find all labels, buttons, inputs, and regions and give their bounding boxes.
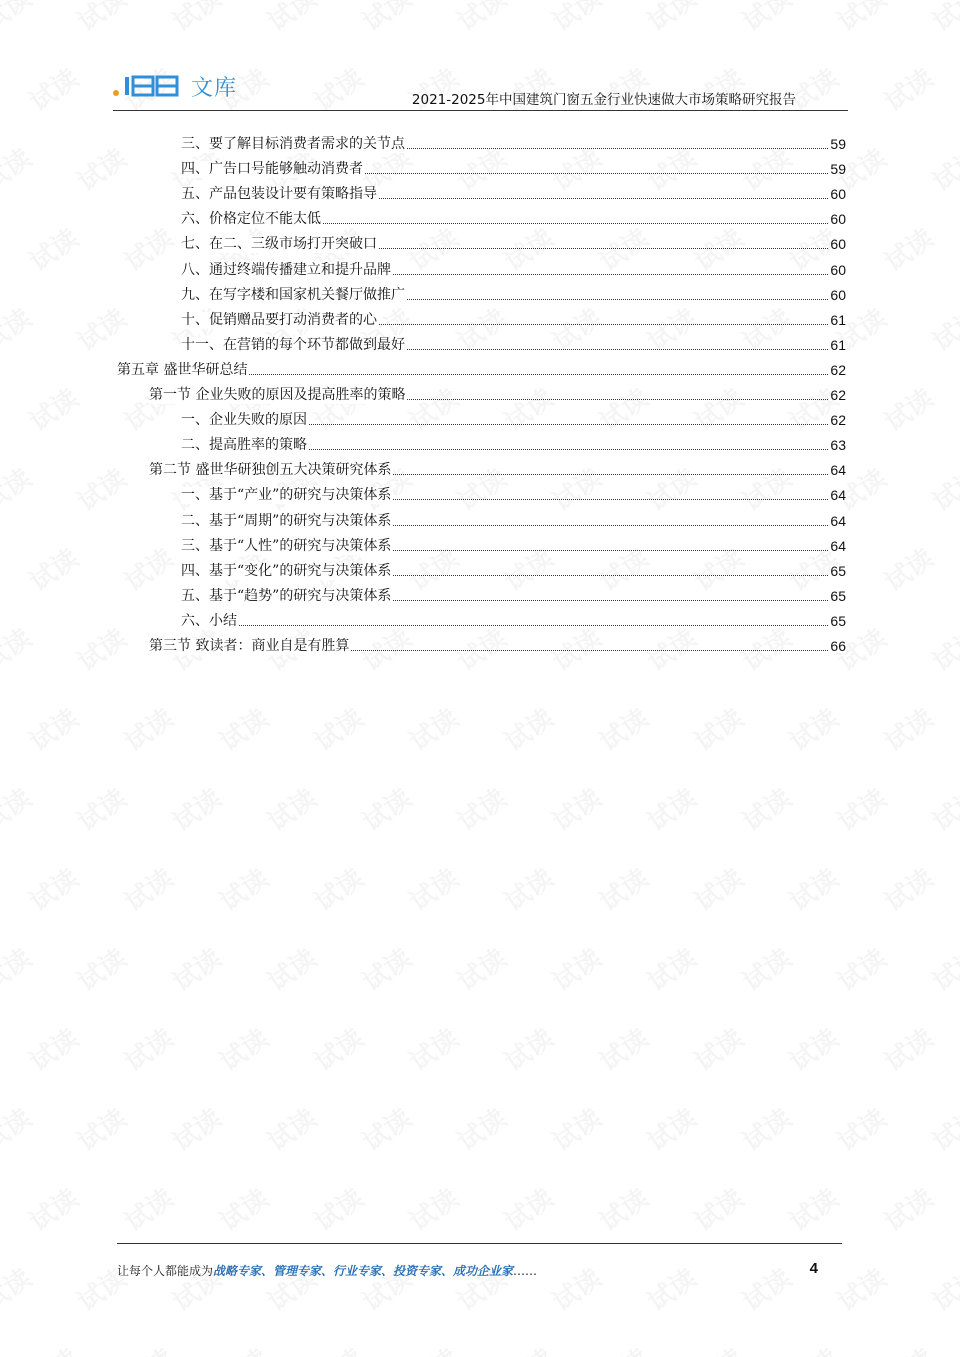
watermark-text xyxy=(306,1338,370,1357)
toc-entry[interactable] xyxy=(117,354,846,379)
watermark-text xyxy=(876,218,940,278)
toc-entry-label: 五、基于“趋势”的研究与决策体系 xyxy=(181,587,392,604)
watermark-text xyxy=(829,1098,893,1158)
slogan-prefix: 让每个人都能成为 xyxy=(117,1264,214,1278)
toc-leader-dots xyxy=(309,423,828,425)
watermark-text xyxy=(876,1018,940,1078)
watermark-text xyxy=(591,698,655,758)
watermark-text xyxy=(21,538,85,598)
toc-entry-label: 二、提高胜率的策略 xyxy=(181,437,307,454)
watermark-text xyxy=(21,218,85,278)
watermark-text xyxy=(876,378,940,438)
watermark-text xyxy=(924,618,960,678)
toc-entry-label: 五、产品包装设计要有策略指导 xyxy=(181,186,377,203)
toc-entry[interactable] xyxy=(117,329,846,354)
watermark-text xyxy=(639,0,703,39)
watermark-text xyxy=(21,1338,85,1357)
watermark-text xyxy=(829,778,893,838)
toc-entry-label: 三、基于“人性”的研究与决策体系 xyxy=(181,537,392,554)
watermark-text xyxy=(639,938,703,998)
toc-entry-page: 61 xyxy=(830,336,846,353)
toc-entry-label: 八、通过终端传播建立和提升品牌 xyxy=(181,261,391,278)
toc-entry-page: 64 xyxy=(830,487,846,504)
toc-entry-page: 65 xyxy=(830,587,846,604)
watermark-text xyxy=(591,1338,655,1357)
toc-entry-label: 第二节 盛世华研独创五大决策研究体系 xyxy=(149,462,392,479)
toc-entry-label: 十一、在营销的每个环节都做到最好 xyxy=(181,336,405,353)
watermark-text xyxy=(0,778,38,838)
toc-entry-label: 六、价格定位不能太低 xyxy=(181,211,321,228)
watermark-text xyxy=(211,1178,275,1238)
toc-entry-page: 60 xyxy=(830,186,846,203)
toc-entry[interactable] xyxy=(117,555,846,580)
toc-entry[interactable] xyxy=(117,228,846,253)
slogan-suffix: …… xyxy=(513,1264,538,1278)
toc-entry-page: 62 xyxy=(830,412,846,429)
watermark-text xyxy=(21,1018,85,1078)
toc-entry[interactable] xyxy=(117,304,846,329)
page-footer xyxy=(117,1243,842,1284)
logo-text: 文库 xyxy=(191,75,238,101)
table-of-contents xyxy=(117,128,846,655)
watermark-text xyxy=(876,698,940,758)
watermark-text xyxy=(259,0,323,39)
watermark-text xyxy=(306,1018,370,1078)
watermark-text xyxy=(686,1018,750,1078)
watermark-text xyxy=(116,698,180,758)
toc-leader-dots xyxy=(379,247,828,249)
toc-entry[interactable] xyxy=(117,580,846,605)
watermark-text xyxy=(639,1098,703,1158)
watermark-text xyxy=(21,698,85,758)
toc-leader-dots xyxy=(393,524,828,526)
toc-leader-dots xyxy=(379,323,828,325)
watermark-text xyxy=(69,0,133,39)
watermark-text xyxy=(259,1098,323,1158)
toc-entry-label: 九、在写字楼和国家机关餐厅做推广 xyxy=(181,286,405,303)
logo xyxy=(113,70,237,102)
watermark-text xyxy=(164,0,228,39)
watermark-text xyxy=(686,1338,750,1357)
watermark-text xyxy=(734,938,798,998)
watermark-text xyxy=(591,1018,655,1078)
watermark-text xyxy=(354,778,418,838)
toc-entry[interactable] xyxy=(117,479,846,504)
watermark-text xyxy=(401,1178,465,1238)
watermark-text xyxy=(211,1338,275,1357)
report-title: 2021-2025年中国建筑门窗五金行业快速做大市场策略研究报告 xyxy=(411,92,796,108)
watermark-text xyxy=(0,1098,38,1158)
watermark-text xyxy=(876,1178,940,1238)
toc-entry-label: 二、基于“周期”的研究与决策体系 xyxy=(181,512,392,529)
watermark-text xyxy=(734,1098,798,1158)
watermark-text xyxy=(496,858,560,918)
watermark-text xyxy=(544,1098,608,1158)
watermark-text xyxy=(116,1018,180,1078)
watermark-text xyxy=(924,138,960,198)
watermark-text xyxy=(496,698,560,758)
footer-slogan xyxy=(117,1262,537,1279)
toc-leader-dots xyxy=(393,473,828,475)
toc-leader-dots xyxy=(379,197,828,199)
watermark-text xyxy=(211,1018,275,1078)
watermark-text xyxy=(686,698,750,758)
toc-entry[interactable] xyxy=(117,153,846,178)
toc-leader-dots xyxy=(393,549,828,551)
watermark-text xyxy=(829,0,893,39)
watermark-text xyxy=(0,938,38,998)
watermark-text xyxy=(449,1098,513,1158)
watermark-text xyxy=(924,1098,960,1158)
watermark-text xyxy=(21,1178,85,1238)
toc-leader-dots xyxy=(407,348,828,350)
watermark-text xyxy=(0,618,38,678)
toc-entry-page: 59 xyxy=(830,136,846,153)
toc-entry[interactable] xyxy=(117,128,846,153)
toc-entry-label: 一、基于“产业”的研究与决策体系 xyxy=(181,487,392,504)
watermark-text xyxy=(116,858,180,918)
watermark-text xyxy=(401,858,465,918)
watermark-text xyxy=(306,858,370,918)
watermark-text xyxy=(401,1018,465,1078)
watermark-text xyxy=(449,938,513,998)
toc-leader-dots xyxy=(407,298,828,300)
watermark-text xyxy=(164,938,228,998)
watermark-text xyxy=(781,698,845,758)
page-number: 4 xyxy=(809,1260,818,1277)
toc-entry-label: 十、促销赠品要打动消费者的心 xyxy=(181,311,377,328)
toc-entry-page: 61 xyxy=(830,311,846,328)
watermark-text xyxy=(734,0,798,39)
watermark-text xyxy=(116,1178,180,1238)
toc-entry-page: 60 xyxy=(830,286,846,303)
toc-entry-page: 59 xyxy=(830,161,846,178)
watermark-text xyxy=(116,1338,180,1357)
toc-leader-dots xyxy=(249,373,828,375)
toc-entry-page: 60 xyxy=(830,211,846,228)
watermark-text xyxy=(924,778,960,838)
toc-entry[interactable] xyxy=(117,630,846,655)
watermark-text xyxy=(876,1338,940,1357)
toc-entry[interactable] xyxy=(117,454,846,479)
watermark-text xyxy=(781,858,845,918)
slogan-highlight: 战略专家、管理专家、行业专家、投资专家、成功企业家 xyxy=(213,1264,514,1278)
toc-leader-dots xyxy=(407,398,828,400)
toc-entry-page: 65 xyxy=(830,562,846,579)
watermark-text xyxy=(21,378,85,438)
toc-leader-dots xyxy=(365,172,828,174)
toc-entry-page: 60 xyxy=(830,236,846,253)
toc-entry-page: 66 xyxy=(830,637,846,654)
watermark-text xyxy=(164,1098,228,1158)
watermark-text xyxy=(781,1338,845,1357)
watermark-text xyxy=(781,1018,845,1078)
watermark-text xyxy=(639,778,703,838)
toc-entry-label: 四、广告口号能够触动消费者 xyxy=(181,161,363,178)
watermark-text xyxy=(0,458,38,518)
toc-entry-label: 第一节 企业失败的原因及提高胜率的策略 xyxy=(149,387,406,404)
watermark-text xyxy=(496,1178,560,1238)
watermark-text xyxy=(924,1258,960,1318)
toc-entry-label: 第三节 致读者：商业自是有胜算 xyxy=(149,637,350,654)
watermark-text xyxy=(924,0,960,39)
toc-leader-dots xyxy=(309,448,828,450)
logo-mark-icon xyxy=(123,75,185,97)
toc-entry-label: 三、要了解目标消费者需求的关节点 xyxy=(181,136,405,153)
watermark-text xyxy=(544,938,608,998)
toc-entry[interactable] xyxy=(117,530,846,555)
watermark-text xyxy=(591,1178,655,1238)
toc-entry[interactable] xyxy=(117,279,846,304)
toc-entry-label: 七、在二、三级市场打开突破口 xyxy=(181,236,377,253)
toc-leader-dots xyxy=(323,222,828,224)
watermark-text xyxy=(449,778,513,838)
toc-leader-dots xyxy=(393,273,828,275)
watermark-text xyxy=(0,138,38,198)
watermark-text xyxy=(0,298,38,358)
logo-dot-icon xyxy=(113,90,119,96)
watermark-text xyxy=(259,778,323,838)
watermark-text xyxy=(924,938,960,998)
watermark-text xyxy=(686,858,750,918)
toc-leader-dots xyxy=(393,498,828,500)
toc-entry[interactable] xyxy=(117,379,846,404)
watermark-text xyxy=(211,698,275,758)
page-header xyxy=(113,66,848,111)
toc-entry[interactable] xyxy=(117,429,846,454)
watermark-text xyxy=(686,1178,750,1238)
watermark-text xyxy=(401,698,465,758)
watermark-text xyxy=(0,1258,38,1318)
watermark-text xyxy=(924,458,960,518)
toc-leader-dots xyxy=(407,147,828,149)
toc-entry[interactable] xyxy=(117,203,846,228)
watermark-text xyxy=(781,1178,845,1238)
watermark-text xyxy=(306,1178,370,1238)
toc-entry-page: 60 xyxy=(830,261,846,278)
toc-entry-label: 六、小结 xyxy=(181,612,237,629)
watermark-text xyxy=(354,938,418,998)
watermark-text xyxy=(924,298,960,358)
toc-leader-dots xyxy=(393,574,828,576)
toc-leader-dots xyxy=(393,599,828,601)
watermark-text xyxy=(591,858,655,918)
watermark-text xyxy=(876,538,940,598)
toc-entry-page: 65 xyxy=(830,612,846,629)
watermark-text xyxy=(496,1338,560,1357)
toc-entry[interactable] xyxy=(117,178,846,203)
toc-entry-page: 64 xyxy=(830,512,846,529)
toc-leader-dots xyxy=(351,649,828,651)
toc-entry-page: 64 xyxy=(830,537,846,554)
watermark-text xyxy=(544,0,608,39)
watermark-text xyxy=(259,938,323,998)
watermark-text xyxy=(21,58,85,118)
watermark-text xyxy=(401,1338,465,1357)
watermark-text xyxy=(69,938,133,998)
watermark-text xyxy=(21,858,85,918)
toc-entry[interactable] xyxy=(117,253,846,278)
toc-entry-label: 一、企业失败的原因 xyxy=(181,412,307,429)
watermark-text xyxy=(734,778,798,838)
toc-entry[interactable] xyxy=(117,504,846,529)
toc-entry-page: 62 xyxy=(830,361,846,378)
watermark-text xyxy=(69,778,133,838)
watermark-text xyxy=(829,938,893,998)
watermark-text xyxy=(164,778,228,838)
watermark-text xyxy=(449,0,513,39)
watermark-text xyxy=(496,1018,560,1078)
watermark-text xyxy=(876,858,940,918)
toc-entry[interactable] xyxy=(117,605,846,630)
toc-entry-label: 四、基于“变化”的研究与决策体系 xyxy=(181,562,392,579)
watermark-text xyxy=(354,0,418,39)
watermark-text xyxy=(211,858,275,918)
watermark-text xyxy=(544,778,608,838)
toc-entry[interactable] xyxy=(117,404,846,429)
toc-entry-page: 63 xyxy=(830,437,846,454)
watermark-text xyxy=(354,1098,418,1158)
watermark-text xyxy=(876,58,940,118)
toc-entry-label: 第五章 盛世华研总结 xyxy=(117,361,248,378)
watermark-text xyxy=(306,698,370,758)
watermark-text xyxy=(0,0,38,39)
watermark-text xyxy=(69,1098,133,1158)
toc-leader-dots xyxy=(239,624,828,626)
toc-entry-page: 62 xyxy=(830,387,846,404)
toc-entry-page: 64 xyxy=(830,462,846,479)
